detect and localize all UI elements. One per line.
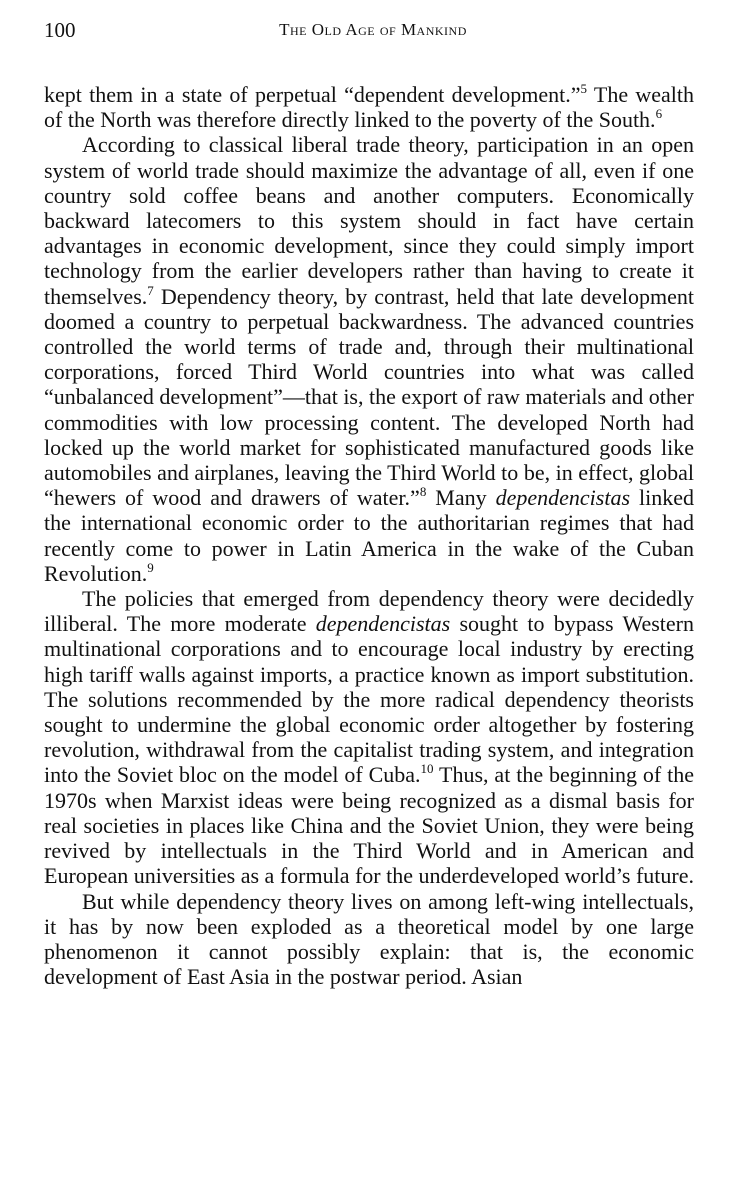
paragraph: [44, 889, 694, 990]
paragraph: [44, 82, 694, 132]
text-run: According to classical liberal trade theory, participation in an open system of world trade should maximize the advantage of all, even if one country sold coffee beans and another computers. Economically backward latecomers to this system should in fact have certain advantages in economic development, since they could simply import technology from the earlier developers rather than having to create it themselves.: [44, 132, 694, 309]
footnote-marker: 5: [580, 81, 587, 96]
text-run: Dependency theory, by contrast, held that late development doomed a country to perpetual backwardness. The advanced countries controlled the world terms of trade and, through their multinational corporations, forced Third World countries into what was called “unbalanced development”—that is, the export of raw materials and other commodities with low processing content. The developed North had locked up the world market for sophisticated manufactured goods like automobiles and airplanes, leaving the Third World to be, in effect, global “hewers of wood and drawers of water.”: [44, 283, 694, 511]
paragraph: [44, 132, 694, 586]
text-run: But while dependency theory lives on among left-wing intellectuals, it has by now been exploded as a theoretical model by one large phenomenon it cannot possibly explain: that is, the economic development of East Asia in the postwar period. Asian: [44, 888, 694, 990]
page-number: 100: [44, 18, 76, 42]
text-run: linked the international economic order to the authoritarian regimes that had recently come to power in Latin America in the wake of the Cuban Revolution.: [44, 485, 694, 586]
text-run: kept them in a state of perpetual “dependent development.”: [44, 82, 581, 107]
footnote-marker: 10: [420, 761, 434, 777]
paragraph: [44, 586, 694, 888]
footnote-marker: 6: [655, 106, 663, 122]
body-text: [44, 82, 694, 989]
footnote-marker: 7: [147, 282, 154, 298]
footnote-marker: 8: [419, 484, 427, 500]
text-run: sought to bypass Western multinational corporations and to encourage local industry by erecting high tariff walls against imports, a practice known as import substitution. The solutions recommended by the more radical dependency theorists sought to undermine the global economic order altogether by fostering revolution, withdrawal from the capitalist trading system, and integration into the Soviet bloc on the model of Cuba.: [44, 611, 694, 788]
italic-term: dependencistas: [495, 485, 631, 511]
text-run: Many: [426, 485, 496, 511]
running-head: The Old Age of Mankind: [279, 20, 467, 39]
italic-term: dependencistas: [315, 611, 451, 637]
page-header: [44, 18, 702, 44]
footnote-marker: 9: [147, 559, 154, 575]
text-run: The wealth of the North was therefore directly linked to the poverty of the South.: [44, 82, 694, 133]
text-run: Thus, at the beginning of the 1970s when Marxist ideas were being recognized as a dismal basis for real societies in places like China and the Soviet Union, they were being revived by intellectuals in the Third World and in American and European universities as a formula for the underdeveloped world’s future.: [44, 762, 695, 889]
text-run: The policies that emerged from dependency theory were decidedly illiberal. The more moderate: [44, 586, 694, 637]
